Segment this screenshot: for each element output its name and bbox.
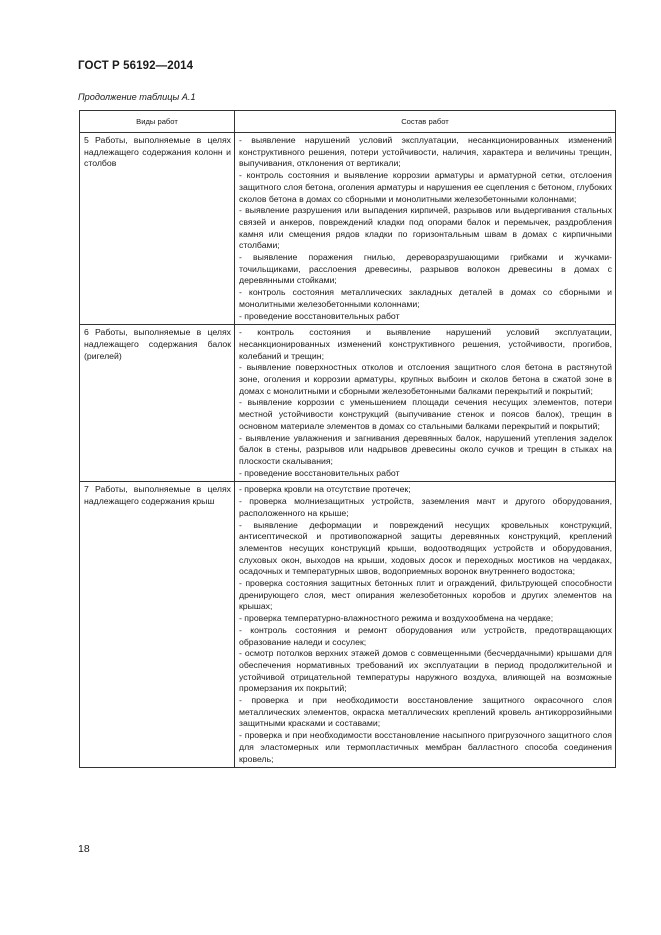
composition-item: - выявление увлажнения и загнивания деревянных балок, нарушений утепления заделок балок в стены, разрывов или надрывов древесины около сучков и трещин в стыках на плоскости скалывания; bbox=[239, 432, 612, 466]
work-kind-cell: 5 Работы, выполняемые в целях надлежащего содержания колонн и столбов bbox=[80, 133, 235, 325]
document-header: ГОСТ Р 56192—2014 bbox=[78, 60, 194, 72]
composition-item: - выявление разрушения или выпадения кирпичей, разрывов или выдергивания стальных связей и анкеров, повреждений кладки под опорами балок и перемычек, раздробления камня или смещения рядов кладки по горизонтальным швам в домах с кирпичными столбами; bbox=[239, 205, 612, 251]
composition-item: - контроль состояния и ремонт оборудования или устройств, предотвращающих образование наледи и сосулек; bbox=[239, 624, 612, 647]
composition-item: - выявление коррозии с уменьшением площади сечения несущих элементов, потери местной устойчивости конструкций (выпучивание стенок и поясов балок), трещин в основном материале элементов в домах со стальными балками перекрытий и покрытий; bbox=[239, 397, 612, 431]
table-header-row bbox=[80, 111, 616, 133]
composition-item: - проведение восстановительных работ bbox=[239, 310, 400, 321]
composition-item: - проведение восстановительных работ bbox=[239, 467, 400, 478]
composition-item: - проверка молниезащитных устройств, заземления мачт и другого оборудования, расположенного на крыше; bbox=[239, 496, 612, 518]
composition-item: - выявление поражения гнилью, дереворазрушающими грибками и жучками-точильщиками, расслоения древесины, разрывов волокон древесины в домах с деревянными стойками; bbox=[239, 252, 612, 286]
composition-item: - контроль состояния и выявление коррозии арматуры и арматурной сетки, отслоения защитного слоя бетона, оголения арматуры и нарушения ее сцепления с бетоном, глубоких сколов бетона в домах со сборными и монолитными железобетонными колоннами; bbox=[239, 170, 612, 204]
work-kind-cell: 6 Работы, выполняемые в целях надлежащего содержания балок (ригелей) bbox=[80, 325, 235, 482]
table-row bbox=[80, 133, 616, 325]
work-composition-cell bbox=[235, 133, 616, 325]
work-composition-cell bbox=[235, 482, 616, 768]
composition-item: - проверка кровли на отсутствие протечек; bbox=[239, 484, 411, 495]
composition-item: - проверка и при необходимости восстановление защитного окрасочного слоя металлических элементов, окраска металлических креплений кровель антикоррозийными защитными красками и составами; bbox=[239, 695, 612, 729]
table-row bbox=[80, 482, 616, 768]
works-table bbox=[79, 110, 616, 768]
page-number: 18 bbox=[78, 843, 90, 855]
composition-item: - контроль состояния металлических закладных деталей в домах со сборными и монолитными железобетонными колоннами; bbox=[239, 287, 612, 309]
column-header-composition: Состав работ bbox=[235, 111, 616, 133]
composition-item: - выявление нарушений условий эксплуатации, несанкционированных изменений конструктивного решения, потери устойчивости, наличия, характера и величины трещин, выпучивания, отклонения от вертикали; bbox=[239, 135, 612, 169]
composition-item: - выявление поверхностных отколов и отслоения защитного слоя бетона в растянутой зоне, оголения и коррозии арматуры, крупных выбоин и сколов бетона в сжатой зоне в домах с монолитными и сборными железобетонными балками перекрытий и покрытий; bbox=[239, 362, 612, 396]
composition-item: - проверка состояния защитных бетонных плит и ограждений, фильтрующей способности дренирующего слоя, мест опирания железобетонных коробов и других элементов на крышах; bbox=[239, 578, 612, 612]
composition-item: - контроль состояния и выявление нарушений условий эксплуатации, несанкционированных изменений конструктивного решения, устойчивости, прогибов, колебаний и трещин; bbox=[239, 327, 612, 361]
composition-item: - проверка температурно-влажностного режима и воздухообмена на чердаке; bbox=[239, 613, 554, 624]
column-header-kind: Виды работ bbox=[80, 111, 235, 133]
composition-item: - выявление деформации и повреждений несущих кровельных конструкций, антисептической и противопожарной защиты деревянных конструкций, креплений элементов несущих конструкций крыши, водоотводящих устройств и оборудования, слуховых окон, выходов на крыши, ходовых досок и переходных мостиков на чердаках, осадочных и температурных швов, водоприемных воронок внутреннего водостока; bbox=[239, 519, 612, 577]
table-row bbox=[80, 325, 616, 482]
composition-item: - проверка и при необходимости восстановление насыпного пригрузочного защитного слоя для эластомерных или термопластичных мембран балластного способа соединения кровель; bbox=[239, 730, 612, 764]
work-kind-cell: 7 Работы, выполняемые в целях надлежащего содержания крыш bbox=[80, 482, 235, 768]
work-composition-cell bbox=[235, 325, 616, 482]
table-caption: Продолжение таблицы А.1 bbox=[78, 92, 196, 102]
composition-item: - осмотр потолков верхних этажей домов с совмещенными (бесчердачными) крышами для обеспечения нормативных требований их эксплуатации в период продолжительной и устойчивой отрицательной температуры наружного воздуха, влияющей на возможные промерзания их покрытий; bbox=[239, 648, 612, 694]
